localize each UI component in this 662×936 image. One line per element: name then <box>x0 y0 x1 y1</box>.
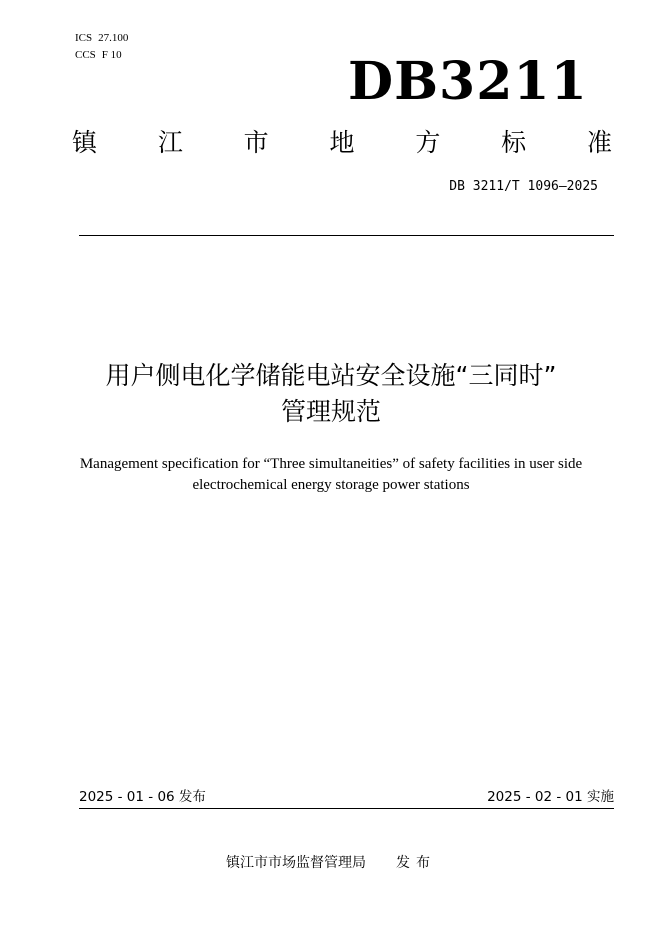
ccs-value: F 10 <box>101 49 122 61</box>
standard-type <box>72 126 612 160</box>
title-english-line1: Management specification for “Three simultaneities” of safety facilities in user side <box>79 456 583 472</box>
standard-type-char: 地 <box>329 128 355 157</box>
issuer-name: 镇江市市场监督管理局 <box>226 855 366 871</box>
bottom-divider <box>79 808 614 809</box>
title-english-line2: electrochemical energy storage power stations <box>192 477 470 493</box>
standard-type-char: 市 <box>243 128 269 157</box>
standard-type-char: 准 <box>586 128 612 157</box>
issuer-line <box>0 853 662 873</box>
ccs-label: CCS <box>75 49 96 61</box>
standard-number: DB 3211/T 1096—2025 <box>449 179 598 194</box>
ccs-code <box>75 49 122 62</box>
ics-code <box>75 32 128 45</box>
title-chinese-line2: 管理规范 <box>280 397 381 426</box>
issue-action: 发布 <box>396 855 436 871</box>
ics-label: ICS <box>75 32 93 44</box>
title-english <box>60 454 602 496</box>
standard-type-char: 标 <box>501 128 527 157</box>
ics-value: 27.100 <box>98 32 129 44</box>
issue-date: 2025 - 01 - 06 发布 <box>79 789 206 805</box>
db-code-logo: DB3211 <box>348 51 588 112</box>
standard-type-char: 镇 <box>72 128 98 157</box>
implementation-date: 2025 - 02 - 01 实施 <box>487 789 614 805</box>
title-chinese <box>40 358 622 430</box>
standard-type-char: 方 <box>415 128 441 157</box>
standard-type-char: 江 <box>157 128 183 157</box>
title-chinese-line1: 用户侧电化学储能电站安全设施“三同时” <box>105 361 557 390</box>
top-divider <box>79 235 614 236</box>
